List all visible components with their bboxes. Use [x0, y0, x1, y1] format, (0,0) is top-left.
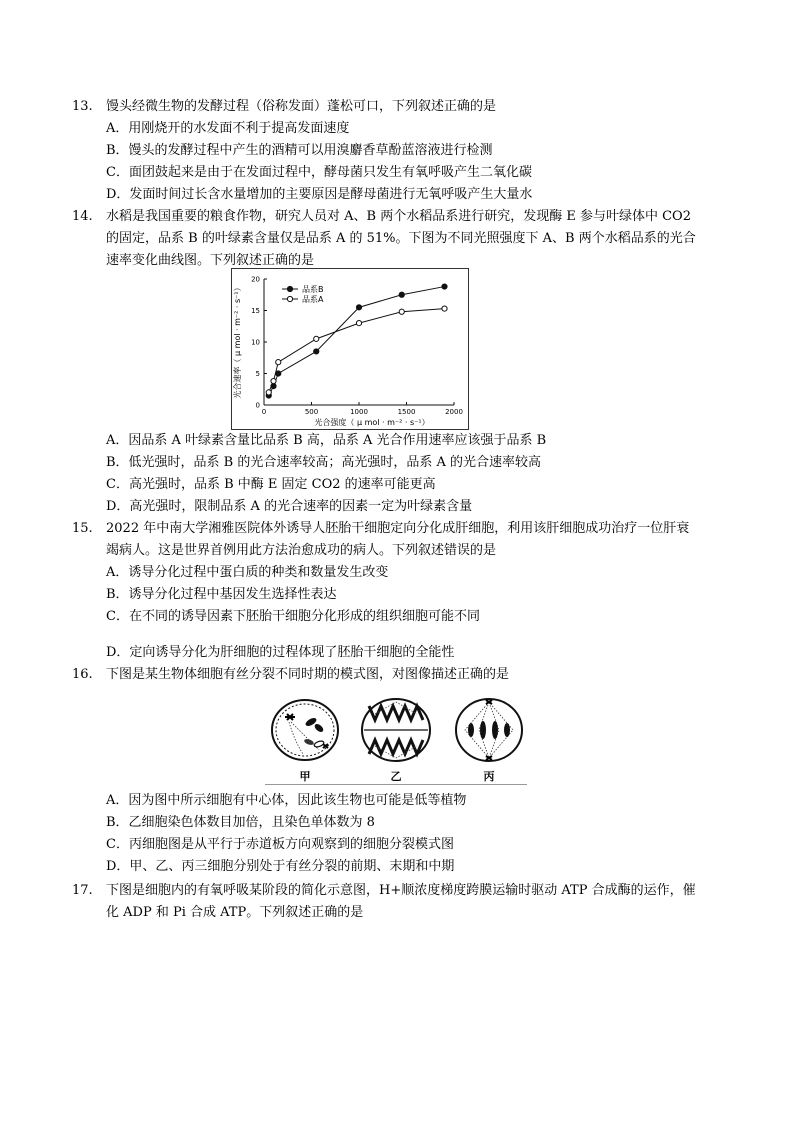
question-number: 15. [72, 521, 93, 536]
cell-bing [456, 699, 522, 761]
q15-option-b: B．诱导分化过程中基因发生选择性表达 [106, 587, 337, 602]
y-tick-label: 20 [251, 275, 260, 284]
q15-option-d: D．定向诱导分化为肝细胞的过程体现了胚胎干细胞的全能性 [106, 645, 455, 660]
y-tick-label: 0 [255, 401, 260, 410]
q16-option-a: A．因为图中所示细胞有中心体，因此该生物也可能是低等植物 [106, 793, 467, 808]
chart-ticks [251, 276, 463, 417]
question-text: 下图是某生物体细胞有丝分裂不同时期的模式图，对图像描述正确的是 [106, 667, 510, 682]
data-point [271, 384, 276, 389]
chart-points [266, 284, 447, 398]
data-point [276, 360, 281, 365]
data-point [399, 309, 404, 314]
q15-option-a: A．诱导分化过程中蛋白质的种类和数量发生改变 [106, 565, 389, 580]
data-point [399, 292, 404, 297]
data-point [442, 284, 447, 289]
q14-option-b: B．低光强时，品系 B 的光合速率较高；高光强时，品系 A 的光合速率较高 [106, 455, 542, 470]
cell-label-bing: 丙 [483, 770, 495, 783]
question-number: 16. [72, 667, 93, 682]
chart-svg [232, 269, 468, 429]
x-tick-label: 1000 [350, 408, 368, 416]
data-point [266, 390, 271, 395]
legend-marker [287, 296, 292, 301]
q15-option-c: C．在不同的诱导因素下胚胎干细胞分化形成的组织细胞可能不同 [106, 609, 480, 624]
x-tick-label: 2000 [445, 408, 463, 416]
data-point [356, 321, 361, 326]
q13-option-c: C．面团鼓起来是由于在发面过程中，酵母菌只发生有氧呼吸产生二氧化碳 [106, 165, 532, 180]
x-tick-label: 500 [304, 408, 319, 416]
q14-option-c: C．高光强时，品系 B 中酶 E 固定 CO2 的速率可能更高 [106, 477, 436, 492]
question-text: 馒头经微生物的发酵过程（俗称发面）蓬松可口，下列叙述正确的是 [106, 99, 497, 114]
q16-option-d: D．甲、乙、丙三细胞分别处于有丝分裂的前期、末期和中期 [106, 859, 455, 874]
question-15-stem [72, 518, 728, 562]
q13-option-d: D．发面时间过长含水量增加的主要原因是酵母菌进行无氧呼吸产生大量水 [106, 187, 533, 202]
question-number: 14. [72, 209, 93, 224]
legend-marker [287, 286, 292, 291]
photosynthesis-chart [231, 268, 469, 430]
legend-label: 品系A [302, 295, 324, 304]
mitosis-figure [265, 692, 527, 785]
y-tick-label: 10 [251, 338, 260, 347]
q13-option-b: B．馒头的发酵过程中产生的酒精可以用溴麝香草酚蓝溶液进行检测 [106, 143, 493, 158]
series-line-0 [269, 287, 445, 396]
x-tick-label: 1500 [397, 408, 416, 416]
mitosis-svg [265, 692, 527, 784]
chart-xlabel: 光合强度（ μ mol · m⁻² · s⁻¹） [314, 418, 430, 427]
chart-lines [269, 287, 445, 396]
question-text-line: 竭病人。这是世界首例用此方法治愈成功的病人。下列叙述错误的是 [106, 543, 497, 558]
y-tick-label: 15 [251, 307, 260, 315]
q13-option-a: A．用刚烧开的水发面不利于提高发面速度 [106, 121, 350, 136]
data-point [271, 378, 276, 383]
q14-option-a: A．因品系 A 叶绿素含量比品系 B 高，品系 A 光合作用速率应该强于品系 B [106, 433, 547, 448]
data-point [314, 349, 319, 354]
data-point [314, 336, 319, 341]
question-text-line: 化 ADP 和 Pi 合成 ATP。下列叙述正确的是 [106, 905, 364, 920]
cell-jia [272, 700, 338, 760]
cell-label-jia: 甲 [299, 770, 311, 783]
question-14-stem [72, 206, 728, 272]
q14-option-d: D．高光强时，限制品系 A 的光合速率的因素一定为叶绿素含量 [106, 499, 473, 514]
question-text-line: 的固定，品系 B 的叶绿素含量仅是品系 A 的 51%。下图为不同光照强度下 A、B 两个水稻品系的光合 [106, 231, 696, 246]
x-tick-label: 0 [261, 408, 267, 416]
question-number: 13. [72, 99, 93, 114]
legend-label: 品系B [302, 285, 324, 294]
data-point [442, 306, 447, 311]
question-16-stem [72, 664, 728, 686]
question-text-line: 速率变化曲线图。下列叙述正确的是 [106, 253, 315, 268]
question-text-line: 下图是细胞内的有氧呼吸某阶段的简化示意图，H+顺浓度梯度跨膜运输时驱动 ATP 合成酶的运作，催 [106, 883, 696, 898]
y-tick-label: 5 [255, 370, 260, 378]
q16-option-c: C．丙细胞图是从平行于赤道板方向观察到的细胞分裂模式图 [106, 837, 454, 852]
question-17-stem [72, 880, 728, 924]
q16-option-b: B．乙细胞染色体数目加倍，且染色单体数为 8 [106, 815, 375, 830]
data-point [356, 305, 361, 310]
question-number: 17. [72, 883, 93, 898]
data-point [276, 371, 281, 376]
question-13-stem [72, 96, 728, 118]
question-text-line: 水稻是我国重要的粮食作物，研究人员对 A、B 两个水稻品系进行研究，发现酶 E 参与叶绿体中 CO2 [106, 209, 691, 224]
question-text-line: 2022 年中南大学湘雅医院体外诱导人胚胎干细胞定向分化成肝细胞，利用该肝细胞成功治疗一位肝衰 [106, 521, 690, 536]
chart-ylabel: 光合速率（ μ mol · m⁻² · s⁻¹） [233, 283, 242, 399]
cell-label-yi: 乙 [390, 770, 402, 783]
chart-legend [282, 284, 324, 304]
cell-yi [362, 699, 430, 761]
